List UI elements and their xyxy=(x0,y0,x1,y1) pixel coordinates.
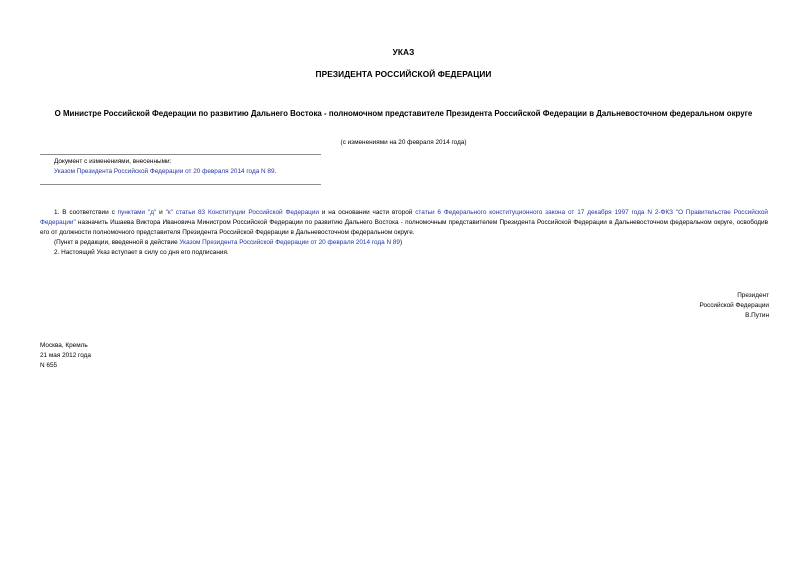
issuer-heading: ПРЕЗИДЕНТА РОССИЙСКОЙ ФЕДЕРАЦИИ xyxy=(315,69,492,79)
changes-link-suffix: . xyxy=(274,168,277,175)
changes-entry xyxy=(54,167,276,177)
signing-place: Москва, Кремль xyxy=(40,342,88,349)
paragraph-1-text-c: и на основании части второй xyxy=(318,209,416,216)
changes-top-divider xyxy=(40,154,321,155)
paragraph-1-text-b: и xyxy=(156,209,166,216)
decree-number: N 655 xyxy=(40,362,58,369)
document-type-heading: УКАЗ xyxy=(392,47,415,57)
paragraph-1-text-a: 1. В соответствии с xyxy=(54,209,118,216)
amendment-note: (с изменениями на 20 февраля 2014 года) xyxy=(340,139,467,146)
paragraph-1 xyxy=(40,208,768,238)
amending-decree-link[interactable]: Указом Президента Российской Федерации от 20 февраля 2014 года N 89 xyxy=(54,168,275,175)
constitution-points-link[interactable]: пунктами "д" xyxy=(117,209,157,216)
signing-date: 21 мая 2012 года xyxy=(40,352,91,359)
edit-note-text: (Пункт в редакции, введенной в действие xyxy=(54,239,180,246)
paragraph-2: 2. Настоящий Указ вступает в силу со дня его подписания. xyxy=(54,249,229,256)
signatory-name: В.Путин xyxy=(745,312,769,319)
signature-title-1: Президент xyxy=(737,292,769,299)
signature-title-2: Российской Федерации xyxy=(699,302,769,309)
paragraph-1-edit-note xyxy=(54,238,402,248)
paragraph-1-text-d: назначить Ишаева Виктора Ивановича Министром Российской Федерации по развитию Дальнего Востока - полномочным представителем Президента Российской Федерации в Дальневосточном федеральном округе, освободив его от должности полномочного представителя Президента Российской Федерации в Дальневосточном федеральном округе. xyxy=(40,219,768,236)
changes-bottom-divider xyxy=(40,184,321,185)
edit-note-suffix: ) xyxy=(399,239,403,246)
changes-label: Документ с изменениями, внесенными: xyxy=(54,158,172,165)
constitutional-law-link[interactable]: статьи 6 Федерального конституционного закона от 17 декабря 1997 года N 2-ФКЗ "О Правительстве Российской Федерации" xyxy=(40,209,768,226)
constitution-article-83-link[interactable]: "к" статьи 83 Конституции Российской Федерации xyxy=(165,209,319,216)
edit-note-decree-link[interactable]: Указом Президента Российской Федерации от 20 февраля 2014 года N 89 xyxy=(179,239,400,246)
document-title: О Министре Российской Федерации по развитию Дальнего Востока - полномочном представителе Президента Российской Федерации в Дальневосточном федеральном округе xyxy=(54,109,753,118)
